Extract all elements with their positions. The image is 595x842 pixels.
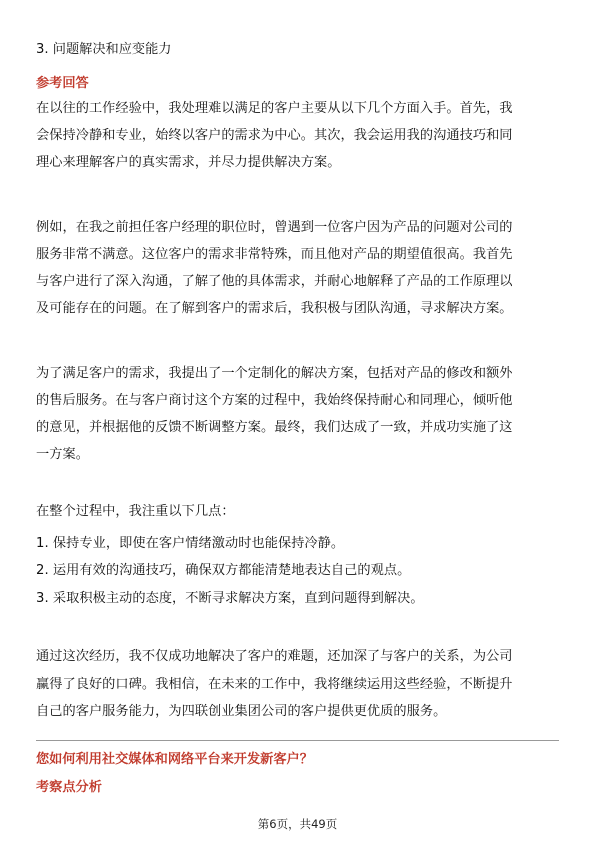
text-line: 与客户进行了深入沟通，了解了他的具体需求，并耐心地解释了产品的工作原理以 [36,274,513,289]
next-question-heading: 您如何利用社交媒体和网络平台来开发新客户？ [36,752,313,767]
text-line: 服务非常不满意。这位客户的需求非常特殊，而且他对产品的期望值很高。我首先 [36,247,513,262]
list-item: 2. 运用有效的沟通技巧，确保双方都能清楚地表达自己的观点。 [36,563,411,578]
text-line: 理心来理解客户的真实需求，并尽力提供解决方案。 [36,155,341,170]
analysis-label: 考察点分析 [36,780,102,795]
section-heading: 3. 问题解决和应变能力 [36,42,172,57]
text-line: 的售后服务。在与客户商讨这个方案的过程中，我始终保持耐心和同理心，倾听他 [36,393,513,408]
text-line: 例如，在我之前担任客户经理的职位时，曾遇到一位客户因为产品的问题对公司的 [36,220,513,235]
text-line: 在以往的工作经验中，我处理难以满足的客户主要从以下几个方面入手。首先，我 [36,101,513,116]
text-line: 通过这次经历，我不仅成功地解决了客户的难题，还加深了与客户的关系，为公司 [36,649,513,664]
section-divider [36,740,559,741]
text-line: 的意见，并根据他的反馈不断调整方案。最终，我们达成了一致，并成功实施了这 [36,420,513,435]
list-intro: 在整个过程中，我注重以下几点： [36,504,235,519]
text-line: 赢得了良好的口碑。我相信，在未来的工作中，我将继续运用这些经验，不断提升 [36,677,513,692]
list-item: 1. 保持专业，即使在客户情绪激动时也能保持冷静。 [36,536,345,551]
text-line: 为了满足客户的需求，我提出了一个定制化的解决方案，包括对产品的修改和额外 [36,366,513,381]
page-footer: 第6页，共49页 [257,817,338,831]
text-line: 自己的客户服务能力，为四联创业集团公司的客户提供更优质的服务。 [36,704,447,719]
text-line: 及可能存在的问题。在了解到客户的需求后，我积极与团队沟通，寻求解决方案。 [36,301,513,316]
list-item: 3. 采取积极主动的态度，不断寻求解决方案，直到问题得到解决。 [36,591,424,606]
answer-label: 参考回答 [36,76,89,91]
text-line: 一方案。 [36,447,89,462]
text-line: 会保持冷静和专业，始终以客户的需求为中心。其次，我会运用我的沟通技巧和同 [36,128,513,143]
